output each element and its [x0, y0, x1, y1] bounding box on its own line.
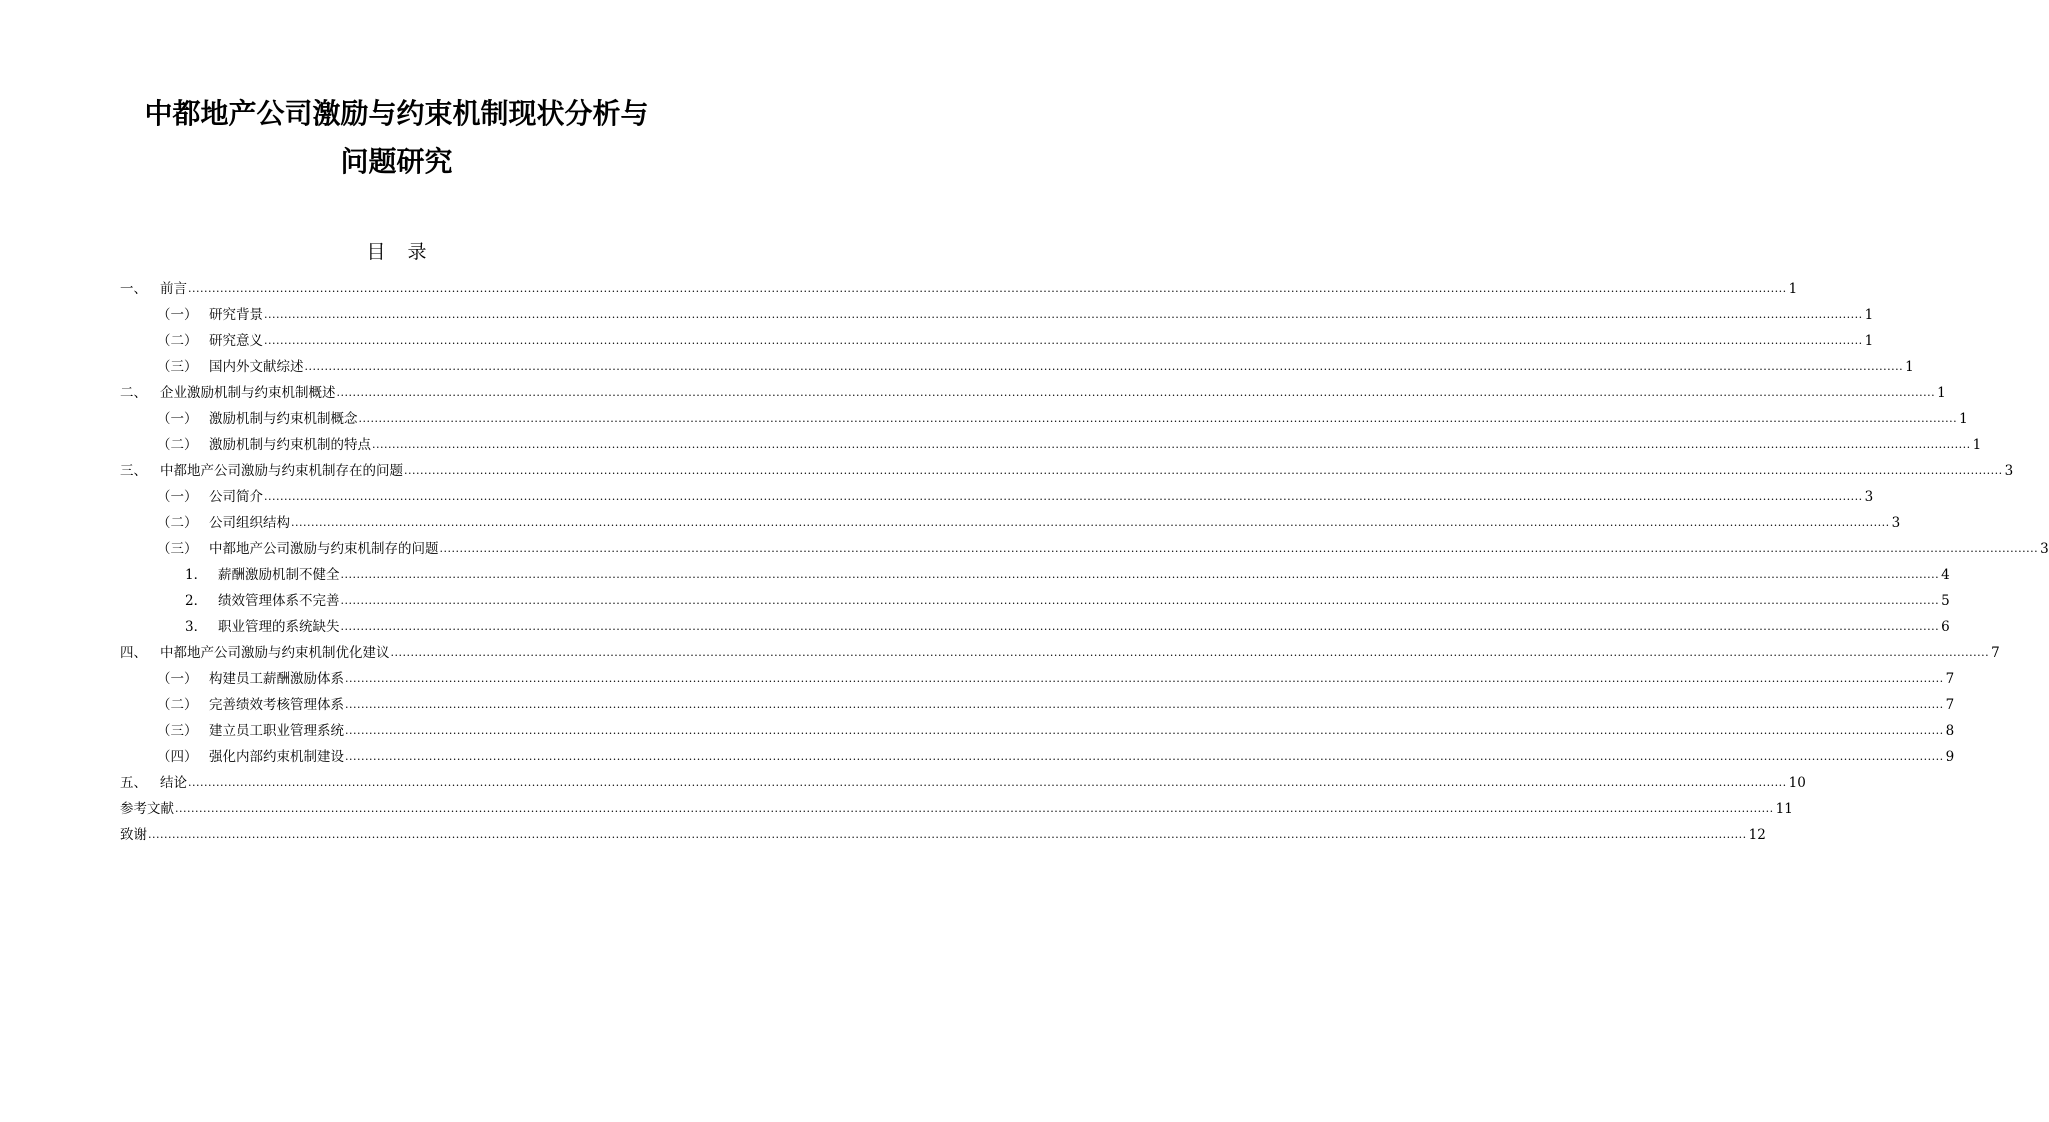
- toc-entry-title: 构建员工薪酬激励体系: [209, 671, 344, 687]
- toc-entry[interactable]: [120, 558, 1950, 584]
- toc-entry-page: 7: [1945, 671, 1955, 687]
- toc-dot-leader: ................................................................................................................................................................................................................................................................................................................................................................................................................: [340, 620, 1940, 633]
- toc-entry-title: 激励机制与约束机制的特点: [209, 437, 371, 453]
- toc-entry[interactable]: [120, 376, 1946, 402]
- toc-dot-leader: ................................................................................................................................................................................................................................................................................................................................................................................................................: [264, 308, 1863, 321]
- toc-entry-number: （二）: [157, 515, 198, 531]
- toc-dot-leader: ................................................................................................................................................................................................................................................................................................................................................................................................................: [148, 828, 1747, 841]
- toc-entry-title: 中都地产公司激励与约束机制存在的问题: [160, 463, 403, 479]
- toc-entry-page: 6: [1941, 619, 1950, 635]
- document-title-line-1: 中都地产公司激励与约束机制现状分析与: [144, 97, 649, 130]
- toc-entry-page: 3: [2040, 541, 2049, 557]
- toc-entry[interactable]: [120, 766, 1806, 792]
- toc-entry[interactable]: [120, 298, 1874, 324]
- toc-entry[interactable]: [120, 688, 1955, 714]
- toc-entry[interactable]: [120, 272, 1798, 298]
- toc-entry-title: 前言: [160, 281, 187, 297]
- toc-entry-title: 绩效管理体系不完善: [218, 593, 340, 609]
- toc-entry[interactable]: [120, 480, 1874, 506]
- toc-dot-leader: ................................................................................................................................................................................................................................................................................................................................................................................................................: [175, 802, 1774, 815]
- toc-entry[interactable]: [120, 792, 1793, 818]
- toc-entry-page: 1: [1864, 307, 1874, 323]
- toc-entry[interactable]: [120, 402, 1968, 428]
- toc-entry-title: 薪酬激励机制不健全: [218, 567, 340, 583]
- toc-dot-leader: ................................................................................................................................................................................................................................................................................................................................................................................................................: [291, 516, 1890, 529]
- toc-entry-number: 3．: [185, 619, 208, 635]
- toc-entry-page: 3: [1864, 489, 1874, 505]
- toc-entry-page: 1: [1959, 411, 1968, 427]
- toc-entry[interactable]: [120, 610, 1950, 636]
- toc-entry-page: 7: [1991, 645, 2000, 661]
- toc-dot-leader: ................................................................................................................................................................................................................................................................................................................................................................................................................: [404, 464, 2003, 477]
- toc-entry-number: 1．: [185, 567, 208, 583]
- toc-dot-leader: ................................................................................................................................................................................................................................................................................................................................................................................................................: [264, 490, 1863, 503]
- toc-entry-page: 1: [1905, 359, 1914, 375]
- toc-entry-number: （一）: [157, 307, 198, 323]
- toc-entry[interactable]: [120, 714, 1955, 740]
- toc-entry-page: 4: [1941, 567, 1950, 583]
- toc-entry-page: 1: [1864, 333, 1874, 349]
- toc-dot-leader: ................................................................................................................................................................................................................................................................................................................................................................................................................: [264, 334, 1863, 347]
- toc-entry-number: 五、: [120, 775, 147, 791]
- toc-entry[interactable]: [120, 428, 1982, 454]
- toc-entry-title: 完善绩效考核管理体系: [209, 697, 344, 713]
- document-title-line-2: 问题研究: [340, 145, 453, 178]
- toc-entry-title: 研究意义: [209, 333, 263, 349]
- toc-entry-page: 10: [1788, 775, 1806, 791]
- toc-dot-leader: ................................................................................................................................................................................................................................................................................................................................................................................................................: [372, 438, 1971, 451]
- toc-entry[interactable]: [120, 584, 1950, 610]
- toc-dot-leader: ................................................................................................................................................................................................................................................................................................................................................................................................................: [340, 568, 1940, 581]
- toc-entry-title: 致谢: [120, 827, 147, 843]
- toc-entry-title: 研究背景: [209, 307, 263, 323]
- toc-entry[interactable]: [120, 662, 1955, 688]
- toc-entry-number: （一）: [157, 671, 198, 687]
- toc-entry[interactable]: [120, 506, 1901, 532]
- toc-entry-page: 3: [2004, 463, 2014, 479]
- toc-dot-leader: ................................................................................................................................................................................................................................................................................................................................................................................................................: [345, 724, 1944, 737]
- toc-dot-leader: ................................................................................................................................................................................................................................................................................................................................................................................................................: [345, 672, 1944, 685]
- toc-entry-number: 三、: [120, 463, 147, 479]
- toc-entry-title: 公司简介: [209, 489, 263, 505]
- toc-dot-leader: ................................................................................................................................................................................................................................................................................................................................................................................................................: [336, 386, 1936, 399]
- toc-entry-page: 8: [1945, 723, 1955, 739]
- toc-entry[interactable]: [120, 740, 1955, 766]
- toc-entry-title: 建立员工职业管理系统: [209, 723, 344, 739]
- toc-entry-number: 2．: [185, 593, 208, 609]
- toc-dot-leader: ................................................................................................................................................................................................................................................................................................................................................................................................................: [358, 412, 1958, 425]
- toc-entry[interactable]: [120, 818, 1766, 844]
- toc-dot-leader: ................................................................................................................................................................................................................................................................................................................................................................................................................: [390, 646, 1990, 659]
- toc-dot-leader: ................................................................................................................................................................................................................................................................................................................................................................................................................: [439, 542, 2039, 555]
- toc-dot-leader: ................................................................................................................................................................................................................................................................................................................................................................................................................: [345, 750, 1944, 763]
- toc-entry-number: （二）: [157, 333, 198, 349]
- toc-entry-page: 1: [1937, 385, 1946, 401]
- toc-entry-number: （二）: [157, 437, 198, 453]
- toc-entry-number: （一）: [157, 489, 198, 505]
- toc-entry-title: 中都地产公司激励与约束机制存的问题: [209, 541, 439, 557]
- toc-dot-leader: ................................................................................................................................................................................................................................................................................................................................................................................................................: [345, 698, 1944, 711]
- toc-entry[interactable]: [120, 636, 2000, 662]
- toc-heading: 目录: [366, 241, 449, 263]
- toc-entry-title: 激励机制与约束机制概念: [209, 411, 358, 427]
- toc-entry-number: （三）: [157, 723, 198, 739]
- toc-entry-number: 一、: [120, 281, 147, 297]
- toc-dot-leader: ................................................................................................................................................................................................................................................................................................................................................................................................................: [304, 360, 1904, 373]
- toc-entry-title: 企业激励机制与约束机制概述: [160, 385, 336, 401]
- table-of-contents: [120, 272, 2049, 844]
- toc-entry-number: （四）: [157, 749, 198, 765]
- toc-entry-title: 参考文献: [120, 801, 174, 817]
- toc-entry-title: 公司组织结构: [209, 515, 290, 531]
- toc-dot-leader: ................................................................................................................................................................................................................................................................................................................................................................................................................: [188, 282, 1787, 295]
- toc-entry-title: 结论: [160, 775, 187, 791]
- toc-entry[interactable]: [120, 350, 1914, 376]
- toc-entry-title: 强化内部约束机制建设: [209, 749, 344, 765]
- toc-entry[interactable]: [120, 454, 2014, 480]
- toc-entry-title: 中都地产公司激励与约束机制优化建议: [160, 645, 390, 661]
- toc-entry-number: （二）: [157, 697, 198, 713]
- toc-entry-number: 四、: [120, 645, 147, 661]
- toc-entry-page: 9: [1945, 749, 1955, 765]
- toc-entry-page: 3: [1891, 515, 1901, 531]
- toc-entry-title: 国内外文献综述: [209, 359, 304, 375]
- toc-entry-page: 1: [1972, 437, 1982, 453]
- toc-entry-title: 职业管理的系统缺失: [218, 619, 340, 635]
- toc-entry-page: 7: [1945, 697, 1955, 713]
- toc-entry-page: 11: [1775, 801, 1793, 817]
- toc-entry-number: （一）: [157, 411, 198, 427]
- toc-dot-leader: ................................................................................................................................................................................................................................................................................................................................................................................................................: [340, 594, 1940, 607]
- toc-entry-page: 12: [1748, 827, 1766, 843]
- toc-entry-page: 5: [1941, 593, 1950, 609]
- toc-entry[interactable]: [120, 532, 2049, 558]
- toc-entry-number: 二、: [120, 385, 147, 401]
- toc-entry-page: 1: [1788, 281, 1798, 297]
- toc-entry-number: （三）: [157, 541, 198, 557]
- toc-entry[interactable]: [120, 324, 1874, 350]
- toc-entry-number: （三）: [157, 359, 198, 375]
- toc-dot-leader: ................................................................................................................................................................................................................................................................................................................................................................................................................: [188, 776, 1787, 789]
